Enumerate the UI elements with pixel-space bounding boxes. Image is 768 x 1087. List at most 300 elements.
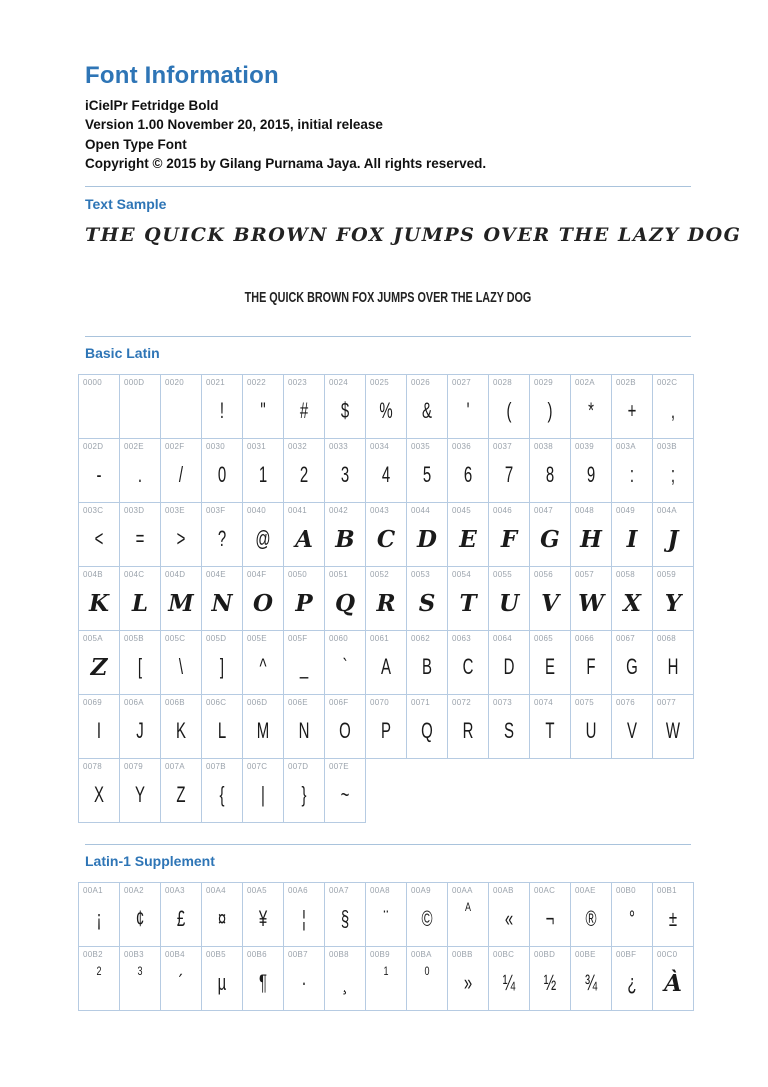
- glyph-cell: [406, 374, 448, 439]
- glyph-cell: [119, 758, 161, 823]
- glyph-cell: [324, 694, 366, 759]
- codepoint-label: 0055: [493, 570, 512, 579]
- glyph-cell: [119, 566, 161, 631]
- sample-text-script: THE QUICK BROWN FOX JUMPS OVER THE LAZY DOG: [85, 224, 742, 246]
- glyph-cell: [365, 694, 407, 759]
- glyph: D: [417, 525, 437, 553]
- codepoint-label: 00BF: [616, 950, 637, 959]
- glyph: !: [219, 398, 225, 423]
- glyph: À: [664, 969, 682, 997]
- codepoint-label: 004C: [124, 570, 145, 579]
- glyph: O: [252, 589, 274, 617]
- glyph: 0: [217, 462, 227, 487]
- codepoint-label: 004D: [165, 570, 186, 579]
- glyph-cell: [160, 758, 202, 823]
- glyph: ]: [219, 654, 225, 679]
- glyph: 8: [545, 462, 555, 487]
- glyph: &: [422, 398, 432, 423]
- glyph-cell: [283, 630, 325, 695]
- glyph-cell: [160, 502, 202, 567]
- glyph-cell: [324, 946, 366, 1011]
- glyph: B: [335, 525, 355, 553]
- codepoint-label: 00B7: [288, 950, 308, 959]
- glyph: 5: [422, 462, 432, 487]
- glyph-cell: [529, 882, 571, 947]
- glyph-cell: [570, 438, 612, 503]
- glyph: X: [94, 782, 104, 807]
- glyph-cell: [529, 502, 571, 567]
- glyph-cell: [488, 502, 530, 567]
- codepoint-label: 005E: [247, 634, 267, 643]
- glyph-cell: [447, 374, 489, 439]
- glyph: @: [255, 526, 271, 551]
- glyph-cell: [529, 374, 571, 439]
- glyph: [85, 389, 112, 433]
- glyph-cell: [201, 502, 243, 567]
- glyph: J: [667, 525, 679, 553]
- glyph: T: [459, 589, 477, 617]
- glyph: F: [586, 654, 596, 679]
- glyph-cell: [201, 566, 243, 631]
- glyph-cell: [447, 694, 489, 759]
- glyph-cell: [78, 694, 120, 759]
- glyph: M: [256, 718, 270, 743]
- codepoint-label: 00B8: [329, 950, 349, 959]
- codepoint-label: 0048: [575, 506, 594, 515]
- page-title: Font Information: [85, 62, 279, 89]
- glyph: ?: [217, 526, 227, 551]
- codepoint-label: 00A9: [411, 886, 431, 895]
- glyph: ;: [670, 462, 676, 487]
- codepoint-label: 000D: [124, 378, 145, 387]
- glyph-cell: [283, 946, 325, 1011]
- glyph: 3: [137, 964, 143, 978]
- glyph-cell: [529, 630, 571, 695]
- glyph-cell: [365, 882, 407, 947]
- font-version: Version 1.00 November 20, 2015, initial release: [85, 117, 383, 132]
- glyph-cell: [78, 374, 120, 439]
- glyph: %: [379, 398, 393, 423]
- glyph-row: [78, 758, 694, 823]
- glyph: (: [506, 398, 512, 423]
- glyph-cell: [201, 694, 243, 759]
- glyph-cell: [283, 502, 325, 567]
- codepoint-label: 0075: [575, 698, 594, 707]
- glyph: V: [541, 589, 559, 617]
- glyph-cell: [652, 502, 694, 567]
- codepoint-label: 003C: [83, 506, 104, 515]
- glyph-cell: [119, 438, 161, 503]
- glyph: ½: [543, 970, 557, 995]
- glyph-cell: [529, 946, 571, 1011]
- glyph: 7: [504, 462, 514, 487]
- glyph-cell: [242, 438, 284, 503]
- codepoint-label: 005F: [288, 634, 308, 643]
- glyph-cell: [406, 502, 448, 567]
- glyph-cell: [570, 374, 612, 439]
- glyph: U: [585, 718, 597, 743]
- glyph: Z: [176, 782, 186, 807]
- glyph-cell: [365, 502, 407, 567]
- glyph: <: [94, 526, 104, 551]
- codepoint-label: 0077: [657, 698, 676, 707]
- codepoint-label: 00AE: [575, 886, 596, 895]
- glyph: [: [137, 654, 143, 679]
- glyph-cell: [119, 630, 161, 695]
- glyph: ¼: [502, 970, 516, 995]
- glyph: 2: [96, 964, 102, 978]
- glyph: K: [176, 718, 186, 743]
- glyph: ¡: [96, 906, 102, 931]
- glyph: §: [340, 906, 350, 931]
- glyph-cell: [324, 374, 366, 439]
- codepoint-label: 0065: [534, 634, 553, 643]
- glyph-cell: [570, 566, 612, 631]
- codepoint-label: 00BB: [452, 950, 473, 959]
- text-sample-heading: Text Sample: [85, 196, 167, 212]
- glyph-cell: [652, 374, 694, 439]
- glyph-row: [78, 502, 694, 567]
- glyph-cell: [406, 630, 448, 695]
- glyph: 6: [463, 462, 473, 487]
- glyph: F: [500, 525, 518, 553]
- glyph-cell: [283, 758, 325, 823]
- glyph-cell: [447, 630, 489, 695]
- codepoint-label: 00AB: [493, 886, 514, 895]
- glyph-cell: [406, 946, 448, 1011]
- glyph-cell: [201, 438, 243, 503]
- codepoint-label: 00B5: [206, 950, 226, 959]
- glyph: }: [301, 782, 307, 807]
- glyph-cell: [447, 946, 489, 1011]
- codepoint-label: 006B: [165, 698, 185, 707]
- glyph-cell: [160, 438, 202, 503]
- glyph: V: [627, 718, 637, 743]
- glyph-cell: [283, 882, 325, 947]
- glyph: ': [466, 398, 470, 423]
- codepoint-label: 0046: [493, 506, 512, 515]
- glyph-cell: [201, 374, 243, 439]
- glyph-cell: [406, 694, 448, 759]
- glyph-cell: [652, 630, 694, 695]
- codepoint-label: 00BA: [411, 950, 432, 959]
- glyph: L: [217, 718, 227, 743]
- glyph-cell: [242, 882, 284, 947]
- glyph: I: [96, 718, 102, 743]
- glyph: =: [135, 526, 145, 551]
- codepoint-label: 006E: [288, 698, 308, 707]
- glyph: >: [176, 526, 186, 551]
- codepoint-label: 002E: [124, 442, 144, 451]
- glyph-cell: [365, 374, 407, 439]
- codepoint-label: 0028: [493, 378, 512, 387]
- glyph-cell: [242, 758, 284, 823]
- glyph: ¢: [135, 906, 145, 931]
- codepoint-label: 0038: [534, 442, 553, 451]
- glyph-cell: [160, 566, 202, 631]
- codepoint-label: 0020: [165, 378, 184, 387]
- glyph: «: [504, 906, 514, 931]
- glyph-cell: [324, 630, 366, 695]
- glyph-row: [78, 882, 694, 947]
- glyph: W: [665, 718, 681, 743]
- glyph-cell: [242, 502, 284, 567]
- codepoint-label: 0067: [616, 634, 635, 643]
- glyph: ¸: [342, 970, 348, 995]
- glyph: [126, 389, 153, 433]
- glyph: [167, 389, 194, 433]
- codepoint-label: 00BE: [575, 950, 596, 959]
- glyph-cell: [406, 882, 448, 947]
- glyph-row: [78, 946, 694, 1011]
- glyph-cell: [324, 882, 366, 947]
- codepoint-label: 0076: [616, 698, 635, 707]
- latin1-supplement-glyph-table: [78, 882, 694, 1011]
- codepoint-label: 00A8: [370, 886, 390, 895]
- glyph: ©: [421, 906, 433, 931]
- glyph: ±: [668, 906, 678, 931]
- codepoint-label: 00B9: [370, 950, 390, 959]
- codepoint-label: 00BC: [493, 950, 515, 959]
- glyph-cell: [283, 566, 325, 631]
- glyph-cell: [242, 630, 284, 695]
- glyph: E: [459, 525, 477, 553]
- glyph: 4: [381, 462, 391, 487]
- glyph: ¤: [217, 906, 227, 931]
- glyph: G: [540, 525, 560, 553]
- glyph: L: [131, 589, 149, 617]
- glyph-cell: [488, 882, 530, 947]
- glyph-row: [78, 630, 694, 695]
- codepoint-label: 0036: [452, 442, 471, 451]
- codepoint-label: 0021: [206, 378, 225, 387]
- codepoint-label: 003A: [616, 442, 636, 451]
- codepoint-label: 00AC: [534, 886, 556, 895]
- glyph: Z: [90, 653, 108, 681]
- codepoint-label: 002F: [165, 442, 185, 451]
- glyph: N: [298, 718, 310, 743]
- codepoint-label: 007B: [206, 762, 226, 771]
- glyph: _: [299, 654, 309, 679]
- glyph-cell: [570, 882, 612, 947]
- codepoint-label: 0032: [288, 442, 307, 451]
- glyph-cell: [119, 694, 161, 759]
- glyph-cell: [78, 882, 120, 947]
- glyph-cell: [611, 694, 653, 759]
- glyph: E: [545, 654, 555, 679]
- glyph: R: [462, 718, 474, 743]
- codepoint-label: 004E: [206, 570, 226, 579]
- codepoint-label: 006A: [124, 698, 144, 707]
- glyph-cell: [78, 630, 120, 695]
- codepoint-label: 0057: [575, 570, 594, 579]
- glyph-row: [78, 566, 694, 631]
- glyph-cell: [611, 882, 653, 947]
- codepoint-label: 0068: [657, 634, 676, 643]
- codepoint-label: 0074: [534, 698, 553, 707]
- glyph-cell: [78, 758, 120, 823]
- glyph-cell: [365, 438, 407, 503]
- glyph: ¥: [258, 906, 268, 931]
- font-copyright: Copyright © 2015 by Gilang Purnama Jaya. All rights reserved.: [85, 156, 487, 171]
- codepoint-label: 002B: [616, 378, 636, 387]
- glyph-cell: [406, 566, 448, 631]
- glyph-cell: [201, 946, 243, 1011]
- codepoint-label: 0040: [247, 506, 266, 515]
- glyph-cell: [119, 882, 161, 947]
- glyph-cell: [488, 374, 530, 439]
- codepoint-label: 0041: [288, 506, 307, 515]
- codepoint-label: 00A1: [83, 886, 103, 895]
- sample-text-condensed: THE QUICK BROWN FOX JUMPS OVER THE LAZY DOG: [244, 289, 532, 306]
- glyph-cell: [78, 502, 120, 567]
- codepoint-label: 0054: [452, 570, 471, 579]
- section-divider: [85, 186, 691, 187]
- codepoint-label: 002D: [83, 442, 104, 451]
- glyph: A: [381, 654, 391, 679]
- codepoint-label: 007E: [329, 762, 349, 771]
- codepoint-label: 0047: [534, 506, 553, 515]
- glyph: O: [339, 718, 351, 743]
- glyph: T: [545, 718, 555, 743]
- codepoint-label: 0025: [370, 378, 389, 387]
- glyph-cell: [488, 438, 530, 503]
- glyph-cell: [78, 438, 120, 503]
- glyph: M: [168, 589, 194, 617]
- glyph-cell: [365, 566, 407, 631]
- codepoint-label: 0056: [534, 570, 553, 579]
- glyph: D: [503, 654, 515, 679]
- codepoint-label: 002A: [575, 378, 595, 387]
- codepoint-label: 007A: [165, 762, 185, 771]
- glyph: ´: [178, 970, 184, 995]
- glyph: /: [178, 462, 184, 487]
- glyph: :: [629, 462, 635, 487]
- codepoint-label: 006F: [329, 698, 349, 707]
- codepoint-label: 00B2: [83, 950, 103, 959]
- glyph-cell: [447, 438, 489, 503]
- glyph-cell: [365, 946, 407, 1011]
- glyph: 1: [258, 462, 268, 487]
- glyph-cell: [283, 694, 325, 759]
- glyph: ): [547, 398, 553, 423]
- codepoint-label: 0000: [83, 378, 102, 387]
- glyph: 3: [340, 462, 350, 487]
- glyph: X: [623, 589, 641, 617]
- codepoint-label: 005D: [206, 634, 227, 643]
- glyph-cell: [324, 566, 366, 631]
- glyph-cell: [201, 882, 243, 947]
- glyph: A: [464, 900, 471, 914]
- font-type: Open Type Font: [85, 137, 187, 152]
- codepoint-label: 00B6: [247, 950, 267, 959]
- glyph: U: [498, 589, 520, 617]
- codepoint-label: 0035: [411, 442, 430, 451]
- glyph: ¨: [383, 906, 389, 931]
- glyph-cell: [78, 566, 120, 631]
- glyph-cell: [160, 946, 202, 1011]
- glyph: H: [667, 654, 679, 679]
- glyph-cell: [652, 946, 694, 1011]
- codepoint-label: 0024: [329, 378, 348, 387]
- glyph-cell: [242, 566, 284, 631]
- codepoint-label: 006C: [206, 698, 227, 707]
- glyph-cell: [119, 374, 161, 439]
- glyph-cell: [611, 438, 653, 503]
- glyph: µ: [217, 970, 227, 995]
- codepoint-label: 0052: [370, 570, 389, 579]
- codepoint-label: 0022: [247, 378, 266, 387]
- glyph: ¾: [584, 970, 598, 995]
- glyph-cell: [447, 566, 489, 631]
- codepoint-label: 004A: [657, 506, 677, 515]
- glyph: 0: [424, 964, 430, 978]
- glyph-cell: [570, 502, 612, 567]
- glyph-cell: [406, 438, 448, 503]
- glyph: 2: [299, 462, 309, 487]
- glyph-cell: [447, 882, 489, 947]
- glyph: C: [376, 525, 396, 553]
- glyph: ,: [670, 398, 676, 423]
- glyph: H: [580, 525, 602, 553]
- codepoint-label: 0062: [411, 634, 430, 643]
- codepoint-label: 00A3: [165, 886, 185, 895]
- glyph-cell: [283, 438, 325, 503]
- section-divider: [85, 336, 691, 337]
- glyph-cell: [652, 438, 694, 503]
- glyph: 1: [383, 964, 389, 978]
- glyph: S: [504, 718, 514, 743]
- basic-latin-glyph-table: [78, 374, 694, 823]
- glyph: +: [627, 398, 637, 423]
- glyph-cell: [201, 630, 243, 695]
- glyph: ": [260, 398, 266, 423]
- glyph-cell: [611, 502, 653, 567]
- codepoint-label: 006D: [247, 698, 268, 707]
- glyph-cell: [488, 630, 530, 695]
- glyph-cell: [242, 946, 284, 1011]
- glyph: A: [295, 525, 313, 553]
- glyph-cell: [611, 946, 653, 1011]
- glyph: P: [295, 589, 313, 617]
- glyph-cell: [160, 630, 202, 695]
- codepoint-label: 0037: [493, 442, 512, 451]
- glyph: Y: [664, 589, 682, 617]
- glyph-cell: [242, 374, 284, 439]
- codepoint-label: 0034: [370, 442, 389, 451]
- section-divider: [85, 844, 691, 845]
- glyph: `: [342, 654, 348, 679]
- glyph: {: [219, 782, 225, 807]
- glyph-cell: [570, 630, 612, 695]
- codepoint-label: 004B: [83, 570, 103, 579]
- glyph-cell: [611, 630, 653, 695]
- codepoint-label: 00A5: [247, 886, 267, 895]
- glyph: ¦: [302, 906, 306, 931]
- glyph: ¬: [545, 906, 555, 931]
- glyph: °: [629, 906, 635, 931]
- glyph-cell: [201, 758, 243, 823]
- codepoint-label: 0060: [329, 634, 348, 643]
- glyph: ®: [585, 906, 597, 931]
- glyph-cell: [488, 566, 530, 631]
- codepoint-label: 005C: [165, 634, 186, 643]
- codepoint-label: 00C0: [657, 950, 678, 959]
- codepoint-label: 00A2: [124, 886, 144, 895]
- codepoint-label: 0029: [534, 378, 553, 387]
- glyph: N: [211, 589, 233, 617]
- codepoint-label: 0069: [83, 698, 102, 707]
